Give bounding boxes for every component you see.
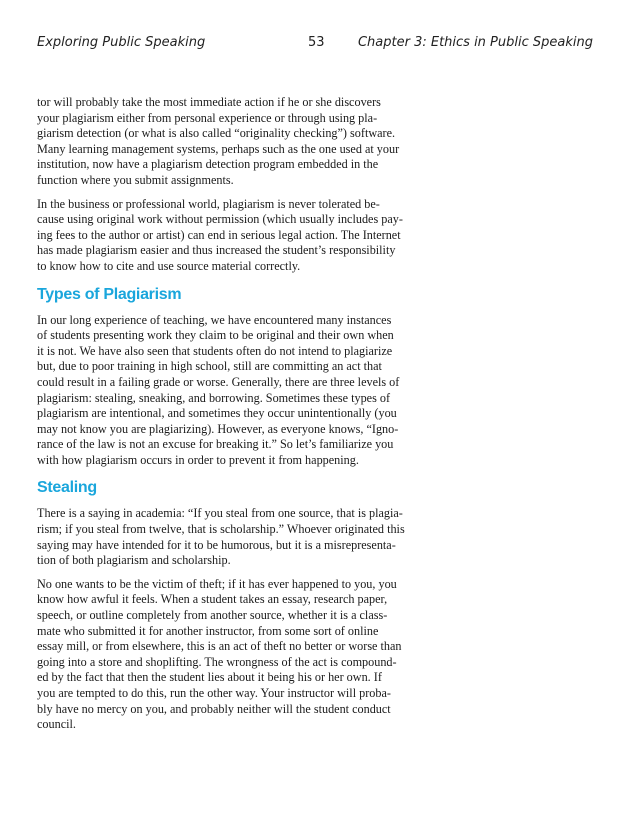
text-line: In the business or professional world, plagiarism is never tolerated be-	[37, 196, 380, 211]
heading-stealing: Stealing	[37, 479, 97, 497]
text-line: No one wants to be the victim of theft; if it has ever happened to you, you	[37, 576, 397, 591]
text-line: council.	[37, 717, 76, 732]
chapter-title: Chapter 3: Ethics in Public Speaking	[357, 35, 593, 50]
text-line: may not know you are plagiarizing). However, as everyone knows, “Igno-	[37, 421, 399, 436]
text-line: function where you submit assignments.	[37, 172, 234, 187]
text-line: going into a store and shoplifting. The wrongness of the act is compound-	[37, 654, 397, 669]
text-line: ing fees to the author or artist) can end in serious legal action. The Internet	[37, 227, 401, 242]
paragraph-types	[37, 313, 447, 469]
text-line: tor will probably take the most immediate action if he or she discovers	[37, 95, 381, 109]
text-line: plagiarism: stealing, sneaking, and borrowing. Sometimes these types of	[37, 390, 391, 405]
paragraph-business-world	[37, 197, 447, 275]
text-line: has made plagiarism easier and thus increased the student’s responsibility	[37, 243, 396, 258]
text-line: speech, or outline completely from another source, whether it is a class-	[37, 608, 388, 623]
text-line: institution, now have a plagiarism detection program embedded in the	[37, 157, 379, 172]
heading-types-of-plagiarism: Types of Plagiarism	[37, 285, 182, 303]
text-line: ed by the fact that then the student lies about it being his or her own. If	[37, 670, 382, 685]
text-line: giarism detection (or what is also called “originality checking”) software.	[37, 126, 396, 141]
paragraph-theft	[37, 577, 447, 733]
text-line: In our long experience of teaching, we have encountered many instances	[37, 312, 392, 327]
text-line: but, due to poor training in high school, still are committing an act that	[37, 359, 382, 374]
text-line: tion of both plagiarism and scholarship.	[37, 553, 231, 568]
paragraph-intro-continued	[37, 95, 447, 189]
text-line: to know how to cite and use source material correctly.	[37, 258, 301, 273]
text-line: mate who submitted it for another instructor, from some sort of online	[37, 623, 379, 638]
text-line: There is a saying in academia: “If you steal from one source, that is plagia-	[37, 506, 403, 521]
text-line: rance of the law is not an excuse for breaking it.” So let’s familiarize you	[37, 437, 394, 452]
text-line: your plagiarism either from personal experience or through using pla-	[37, 110, 378, 125]
text-line: you are tempted to do this, run the other way. Your instructor will proba-	[37, 686, 391, 700]
text-line: rism; if you steal from twelve, that is scholarship.” Whoever originated this	[37, 522, 405, 537]
text-line: plagiarism are intentional, and sometimes they occur unintentionally (you	[37, 406, 397, 421]
book-title: Exploring Public Speaking	[37, 35, 206, 50]
text-line: of students presenting work they claim to be original and their own when	[37, 328, 394, 343]
text-line: could result in a failing grade or worse. Generally, there are three levels of	[37, 374, 400, 389]
page-number: 53	[308, 35, 325, 50]
text-line: cause using original work without permission (which usually includes pay-	[37, 212, 403, 227]
text-line: know how awful it feels. When a student takes an essay, research paper,	[37, 592, 388, 607]
page-header	[37, 35, 593, 53]
text-line: bly have no mercy on you, and probably neither will the student conduct	[37, 701, 391, 716]
text-line: Many learning management systems, perhaps such as the one used at your	[37, 141, 400, 156]
text-line: essay mill, or from elsewhere, this is an act of theft no better or worse than	[37, 639, 402, 654]
text-line: with how plagiarism occurs in order to prevent it from happening.	[37, 452, 359, 467]
text-line: saying may have intended for it to be humorous, but it is a misrepresenta-	[37, 537, 396, 552]
paragraph-academia-saying	[37, 506, 447, 568]
text-line: it is not. We have also seen that students often do not intend to plagiarize	[37, 343, 393, 358]
page-body	[37, 95, 447, 741]
